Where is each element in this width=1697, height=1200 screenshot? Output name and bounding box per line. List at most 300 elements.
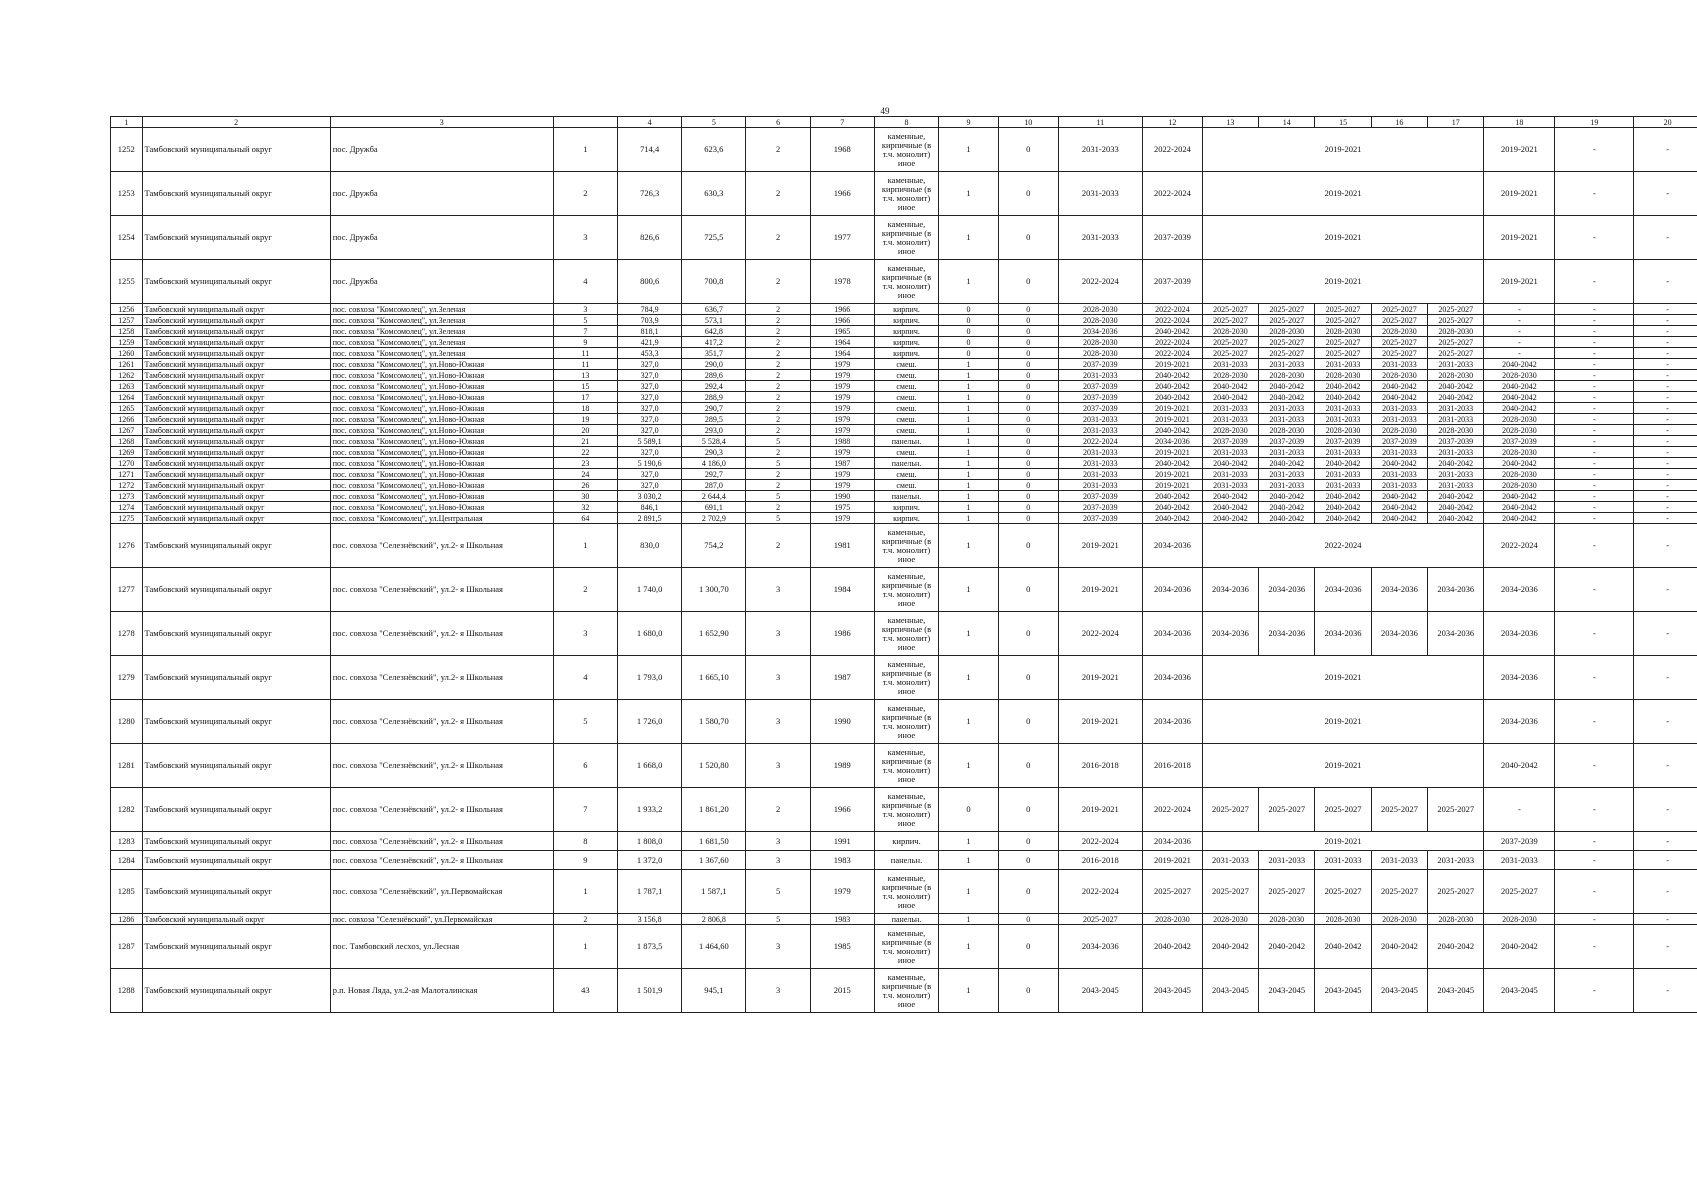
table-row: [111, 870, 1697, 914]
cell-col-9: 0: [939, 315, 999, 326]
cell-municipality: Тамбовский муниципальный округ: [142, 788, 330, 832]
cell-col-18: -: [1484, 326, 1555, 337]
cell-address: пос. совхоза "Селезнёвский", ул.2- я Школьная: [330, 612, 553, 656]
cell-col-10: 0: [998, 502, 1058, 513]
cell-col-14: 2025-2027: [1259, 337, 1315, 348]
cell-col-11: 2019-2021: [1058, 524, 1143, 568]
cell-col-20: -: [1634, 513, 1697, 524]
table-row: [111, 491, 1697, 502]
cell-total-area: 1 873,5: [618, 925, 682, 969]
cell-col-11: 2016-2018: [1058, 744, 1143, 788]
cell-col-19: -: [1555, 969, 1634, 1013]
cell-col-19: -: [1555, 348, 1634, 359]
cell-wall-material: панельн.: [874, 851, 938, 870]
cell-living-area: 700,8: [682, 260, 746, 304]
cell-municipality: Тамбовский муниципальный округ: [142, 370, 330, 381]
cell-col-12: 2034-2036: [1143, 612, 1203, 656]
cell-house-number: 30: [553, 491, 617, 502]
cell-floors: 2: [746, 128, 810, 172]
cell-col-20: -: [1634, 392, 1697, 403]
cell-merged-13-17: 2019-2021: [1202, 128, 1484, 172]
cell-living-area: 417,2: [682, 337, 746, 348]
cell-col-9: 1: [939, 480, 999, 491]
cell-col-9: 1: [939, 925, 999, 969]
cell-col-9: 1: [939, 447, 999, 458]
cell-year-built: 1965: [810, 326, 874, 337]
cell-house-number: 4: [553, 656, 617, 700]
cell-house-number: 26: [553, 480, 617, 491]
cell-col-16: 2040-2042: [1371, 392, 1427, 403]
cell-municipality: Тамбовский муниципальный округ: [142, 832, 330, 851]
cell-merged-13-17: 2019-2021: [1202, 744, 1484, 788]
cell-total-area: 784,9: [618, 304, 682, 315]
cell-col-9: 1: [939, 216, 999, 260]
cell-col-18: 2040-2042: [1484, 458, 1555, 469]
cell-col-9: 0: [939, 348, 999, 359]
cell-col-13: 2040-2042: [1202, 392, 1258, 403]
cell-col-16: 2040-2042: [1371, 502, 1427, 513]
cell-row-number: 1284: [111, 851, 143, 870]
cell-wall-material: смеш.: [874, 403, 938, 414]
cell-col-20: -: [1634, 436, 1697, 447]
cell-row-number: 1252: [111, 128, 143, 172]
cell-col-15: 2025-2027: [1315, 337, 1371, 348]
cell-living-area: 725,5: [682, 216, 746, 260]
cell-col-16: 2031-2033: [1371, 359, 1427, 370]
cell-col-10: 0: [998, 469, 1058, 480]
cell-col-19: -: [1555, 128, 1634, 172]
cell-col-13: 2031-2033: [1202, 480, 1258, 491]
cell-col-20: -: [1634, 656, 1697, 700]
column-number-header: 5: [682, 117, 746, 128]
column-number-header-row: [111, 117, 1697, 128]
cell-municipality: Тамбовский муниципальный округ: [142, 403, 330, 414]
cell-house-number: 7: [553, 326, 617, 337]
cell-col-20: -: [1634, 348, 1697, 359]
cell-row-number: 1282: [111, 788, 143, 832]
cell-col-19: -: [1555, 260, 1634, 304]
cell-col-11: 2019-2021: [1058, 656, 1143, 700]
cell-house-number: 21: [553, 436, 617, 447]
cell-municipality: Тамбовский муниципальный округ: [142, 172, 330, 216]
cell-total-area: 3 156,8: [618, 914, 682, 925]
cell-row-number: 1270: [111, 458, 143, 469]
cell-col-17: 2040-2042: [1428, 491, 1484, 502]
cell-col-18: 2037-2039: [1484, 832, 1555, 851]
cell-floors: 5: [746, 458, 810, 469]
cell-floors: 2: [746, 260, 810, 304]
cell-col-10: 0: [998, 326, 1058, 337]
cell-col-9: 1: [939, 568, 999, 612]
table-row: [111, 656, 1697, 700]
cell-total-area: 1 668,0: [618, 744, 682, 788]
cell-col-11: 2028-2030: [1058, 337, 1143, 348]
cell-col-12: 2034-2036: [1143, 436, 1203, 447]
cell-col-13: 2031-2033: [1202, 447, 1258, 458]
cell-house-number: 20: [553, 425, 617, 436]
cell-col-11: 2028-2030: [1058, 304, 1143, 315]
table-row: [111, 925, 1697, 969]
cell-col-14: 2040-2042: [1259, 491, 1315, 502]
cell-row-number: 1287: [111, 925, 143, 969]
cell-col-12: 2034-2036: [1143, 524, 1203, 568]
cell-wall-material: кирпич.: [874, 304, 938, 315]
cell-col-10: 0: [998, 370, 1058, 381]
cell-year-built: 1968: [810, 128, 874, 172]
cell-wall-material: каменные, кирпичные (в т.ч. монолит) иное: [874, 172, 938, 216]
cell-municipality: Тамбовский муниципальный округ: [142, 436, 330, 447]
cell-col-19: -: [1555, 326, 1634, 337]
cell-house-number: 22: [553, 447, 617, 458]
cell-col-9: 1: [939, 491, 999, 502]
cell-col-13: 2031-2033: [1202, 414, 1258, 425]
cell-floors: 2: [746, 502, 810, 513]
cell-living-area: 1 652,90: [682, 612, 746, 656]
cell-col-13: 2040-2042: [1202, 381, 1258, 392]
cell-col-12: 2043-2045: [1143, 969, 1203, 1013]
cell-wall-material: кирпич.: [874, 348, 938, 359]
cell-municipality: Тамбовский муниципальный округ: [142, 337, 330, 348]
table-row: [111, 969, 1697, 1013]
cell-col-12: 2019-2021: [1143, 403, 1203, 414]
cell-col-16: 2031-2033: [1371, 469, 1427, 480]
cell-col-14: 2025-2027: [1259, 348, 1315, 359]
cell-col-19: -: [1555, 851, 1634, 870]
cell-col-13: 2040-2042: [1202, 458, 1258, 469]
cell-col-9: 1: [939, 832, 999, 851]
cell-municipality: Тамбовский муниципальный округ: [142, 348, 330, 359]
cell-col-10: 0: [998, 925, 1058, 969]
cell-col-14: 2031-2033: [1259, 851, 1315, 870]
cell-address: р.п. Новая Ляда, ул.2-ая Малоталинская: [330, 969, 553, 1013]
cell-living-area: 351,7: [682, 348, 746, 359]
cell-col-20: -: [1634, 914, 1697, 925]
cell-col-10: 0: [998, 260, 1058, 304]
cell-year-built: 1966: [810, 315, 874, 326]
cell-total-area: 453,3: [618, 348, 682, 359]
cell-col-14: 2040-2042: [1259, 458, 1315, 469]
cell-col-19: -: [1555, 216, 1634, 260]
cell-col-10: 0: [998, 969, 1058, 1013]
cell-municipality: Тамбовский муниципальный округ: [142, 392, 330, 403]
cell-col-11: 2031-2033: [1058, 469, 1143, 480]
cell-wall-material: каменные, кирпичные (в т.ч. монолит) иное: [874, 568, 938, 612]
cell-year-built: 1979: [810, 513, 874, 524]
cell-col-17: 2034-2036: [1428, 612, 1484, 656]
cell-address: пос. Дружба: [330, 216, 553, 260]
column-number-header: 15: [1315, 117, 1371, 128]
cell-col-17: 2025-2027: [1428, 348, 1484, 359]
cell-col-11: 2019-2021: [1058, 700, 1143, 744]
cell-house-number: 5: [553, 700, 617, 744]
cell-col-15: 2031-2033: [1315, 480, 1371, 491]
cell-row-number: 1271: [111, 469, 143, 480]
cell-col-18: 2028-2030: [1484, 370, 1555, 381]
column-number-header: 16: [1371, 117, 1427, 128]
cell-living-area: 293,0: [682, 425, 746, 436]
cell-year-built: 1979: [810, 425, 874, 436]
cell-col-10: 0: [998, 700, 1058, 744]
cell-col-19: -: [1555, 425, 1634, 436]
cell-col-12: 2019-2021: [1143, 414, 1203, 425]
column-number-header: 2: [142, 117, 330, 128]
cell-address: пос. совхоза "Селезнёвский", ул.Первомайская: [330, 914, 553, 925]
cell-col-20: -: [1634, 260, 1697, 304]
cell-total-area: 1 372,0: [618, 851, 682, 870]
cell-col-18: -: [1484, 304, 1555, 315]
cell-living-area: 691,1: [682, 502, 746, 513]
cell-col-14: 2043-2045: [1259, 969, 1315, 1013]
cell-col-10: 0: [998, 425, 1058, 436]
cell-total-area: 703,9: [618, 315, 682, 326]
cell-col-10: 0: [998, 315, 1058, 326]
column-number-header: 7: [810, 117, 874, 128]
cell-col-19: -: [1555, 502, 1634, 513]
cell-year-built: 1979: [810, 403, 874, 414]
cell-row-number: 1281: [111, 744, 143, 788]
cell-municipality: Тамбовский муниципальный округ: [142, 359, 330, 370]
cell-col-15: 2025-2027: [1315, 870, 1371, 914]
table-row: [111, 502, 1697, 513]
cell-col-14: 2028-2030: [1259, 914, 1315, 925]
cell-floors: 3: [746, 568, 810, 612]
cell-col-17: 2031-2033: [1428, 469, 1484, 480]
cell-col-13: 2037-2039: [1202, 436, 1258, 447]
cell-row-number: 1283: [111, 832, 143, 851]
cell-living-area: 1 587,1: [682, 870, 746, 914]
cell-municipality: Тамбовский муниципальный округ: [142, 458, 330, 469]
cell-row-number: 1256: [111, 304, 143, 315]
cell-total-area: 1 787,1: [618, 870, 682, 914]
cell-col-11: 2019-2021: [1058, 568, 1143, 612]
cell-living-area: 1 300,70: [682, 568, 746, 612]
cell-row-number: 1273: [111, 491, 143, 502]
cell-year-built: 1979: [810, 392, 874, 403]
cell-col-10: 0: [998, 128, 1058, 172]
cell-col-14: 2028-2030: [1259, 370, 1315, 381]
cell-col-18: 2040-2042: [1484, 403, 1555, 414]
cell-total-area: 1 740,0: [618, 568, 682, 612]
cell-total-area: 3 030,2: [618, 491, 682, 502]
cell-col-9: 1: [939, 914, 999, 925]
cell-col-20: -: [1634, 315, 1697, 326]
cell-col-15: 2025-2027: [1315, 348, 1371, 359]
cell-floors: 3: [746, 744, 810, 788]
cell-col-12: 2040-2042: [1143, 491, 1203, 502]
cell-address: пос. совхоза "Комсомолец", ул.Ново-Южная: [330, 381, 553, 392]
cell-col-9: 1: [939, 524, 999, 568]
cell-col-20: -: [1634, 502, 1697, 513]
cell-col-19: -: [1555, 337, 1634, 348]
cell-col-19: -: [1555, 524, 1634, 568]
cell-col-19: -: [1555, 788, 1634, 832]
cell-year-built: 1989: [810, 744, 874, 788]
cell-house-number: 13: [553, 370, 617, 381]
cell-col-16: 2040-2042: [1371, 381, 1427, 392]
cell-col-12: 2040-2042: [1143, 392, 1203, 403]
cell-col-17: 2025-2027: [1428, 315, 1484, 326]
cell-col-17: 2028-2030: [1428, 326, 1484, 337]
cell-col-10: 0: [998, 381, 1058, 392]
cell-col-19: -: [1555, 447, 1634, 458]
cell-col-12: 2016-2018: [1143, 744, 1203, 788]
table-row: [111, 447, 1697, 458]
cell-col-18: 2040-2042: [1484, 502, 1555, 513]
cell-row-number: 1259: [111, 337, 143, 348]
cell-col-16: 2040-2042: [1371, 513, 1427, 524]
table-row: [111, 788, 1697, 832]
cell-col-19: -: [1555, 870, 1634, 914]
cell-col-15: 2031-2033: [1315, 851, 1371, 870]
table-row: [111, 337, 1697, 348]
cell-total-area: 714,4: [618, 128, 682, 172]
cell-col-20: -: [1634, 381, 1697, 392]
cell-address: пос. совхоза "Комсомолец", ул.Ново-Южная: [330, 480, 553, 491]
cell-col-13: 2031-2033: [1202, 403, 1258, 414]
cell-municipality: Тамбовский муниципальный округ: [142, 925, 330, 969]
cell-municipality: Тамбовский муниципальный округ: [142, 524, 330, 568]
cell-col-18: 2028-2030: [1484, 425, 1555, 436]
cell-col-19: -: [1555, 458, 1634, 469]
cell-municipality: Тамбовский муниципальный округ: [142, 969, 330, 1013]
cell-year-built: 2015: [810, 969, 874, 1013]
cell-year-built: 1977: [810, 216, 874, 260]
cell-col-12: 2037-2039: [1143, 216, 1203, 260]
cell-col-20: -: [1634, 359, 1697, 370]
cell-col-10: 0: [998, 436, 1058, 447]
cell-col-15: 2037-2039: [1315, 436, 1371, 447]
cell-wall-material: панельн.: [874, 458, 938, 469]
cell-col-11: 2037-2039: [1058, 381, 1143, 392]
cell-col-17: 2040-2042: [1428, 925, 1484, 969]
cell-col-12: 2022-2024: [1143, 348, 1203, 359]
cell-col-19: -: [1555, 315, 1634, 326]
table-row: [111, 216, 1697, 260]
column-number-header: 17: [1428, 117, 1484, 128]
cell-total-area: 1 726,0: [618, 700, 682, 744]
cell-col-20: -: [1634, 425, 1697, 436]
cell-house-number: 2: [553, 914, 617, 925]
cell-living-area: 2 702,9: [682, 513, 746, 524]
cell-col-10: 0: [998, 870, 1058, 914]
cell-col-16: 2043-2045: [1371, 969, 1427, 1013]
cell-col-14: 2031-2033: [1259, 359, 1315, 370]
column-number-header: 8: [874, 117, 938, 128]
cell-house-number: 8: [553, 832, 617, 851]
cell-address: пос. совхоза "Комсомолец", ул.Ново-Южная: [330, 502, 553, 513]
cell-col-9: 1: [939, 128, 999, 172]
cell-col-20: -: [1634, 969, 1697, 1013]
cell-col-16: 2028-2030: [1371, 370, 1427, 381]
cell-wall-material: кирпич.: [874, 513, 938, 524]
cell-living-area: 1 665,10: [682, 656, 746, 700]
cell-col-10: 0: [998, 612, 1058, 656]
cell-col-15: 2040-2042: [1315, 925, 1371, 969]
cell-living-area: 1 367,60: [682, 851, 746, 870]
cell-year-built: 1986: [810, 612, 874, 656]
cell-living-area: 623,6: [682, 128, 746, 172]
cell-col-15: 2040-2042: [1315, 458, 1371, 469]
table-row: [111, 260, 1697, 304]
cell-col-16: 2034-2036: [1371, 612, 1427, 656]
cell-col-11: 2031-2033: [1058, 370, 1143, 381]
table-row: [111, 469, 1697, 480]
cell-col-19: -: [1555, 414, 1634, 425]
cell-col-14: 2040-2042: [1259, 381, 1315, 392]
cell-wall-material: смеш.: [874, 447, 938, 458]
cell-row-number: 1263: [111, 381, 143, 392]
cell-address: пос. совхоза "Комсомолец", ул.Зеленая: [330, 304, 553, 315]
cell-address: пос. совхоза "Комсомолец", ул.Ново-Южная: [330, 392, 553, 403]
cell-col-19: -: [1555, 925, 1634, 969]
cell-col-11: 2016-2018: [1058, 851, 1143, 870]
cell-col-12: 2022-2024: [1143, 337, 1203, 348]
cell-col-11: 2022-2024: [1058, 260, 1143, 304]
cell-col-9: 1: [939, 851, 999, 870]
cell-year-built: 1966: [810, 172, 874, 216]
cell-col-10: 0: [998, 851, 1058, 870]
cell-municipality: Тамбовский муниципальный округ: [142, 513, 330, 524]
cell-floors: 2: [746, 348, 810, 359]
cell-total-area: 327,0: [618, 359, 682, 370]
cell-col-13: 2025-2027: [1202, 337, 1258, 348]
cell-col-10: 0: [998, 744, 1058, 788]
cell-living-area: 292,4: [682, 381, 746, 392]
cell-municipality: Тамбовский муниципальный округ: [142, 568, 330, 612]
cell-col-9: 1: [939, 403, 999, 414]
cell-col-11: 2028-2030: [1058, 348, 1143, 359]
cell-col-10: 0: [998, 392, 1058, 403]
cell-col-19: -: [1555, 744, 1634, 788]
cell-col-17: 2031-2033: [1428, 414, 1484, 425]
column-number-header: 11: [1058, 117, 1143, 128]
cell-year-built: 1984: [810, 568, 874, 612]
cell-col-9: 1: [939, 370, 999, 381]
cell-year-built: 1979: [810, 381, 874, 392]
cell-row-number: 1276: [111, 524, 143, 568]
cell-col-20: -: [1634, 447, 1697, 458]
cell-wall-material: каменные, кирпичные (в т.ч. монолит) иное: [874, 925, 938, 969]
cell-wall-material: кирпич.: [874, 502, 938, 513]
cell-col-13: 2025-2027: [1202, 315, 1258, 326]
cell-wall-material: смеш.: [874, 414, 938, 425]
cell-year-built: 1987: [810, 458, 874, 469]
cell-col-12: 2040-2042: [1143, 425, 1203, 436]
cell-row-number: 1277: [111, 568, 143, 612]
cell-wall-material: смеш.: [874, 381, 938, 392]
cell-col-16: 2037-2039: [1371, 436, 1427, 447]
cell-col-18: 2028-2030: [1484, 469, 1555, 480]
table-row: [111, 744, 1697, 788]
cell-address: пос. совхоза "Селезнёвский", ул.Первомайская: [330, 870, 553, 914]
cell-total-area: 327,0: [618, 469, 682, 480]
cell-living-area: 1 861,20: [682, 788, 746, 832]
cell-col-18: 2040-2042: [1484, 513, 1555, 524]
cell-col-12: 2019-2021: [1143, 359, 1203, 370]
cell-col-19: -: [1555, 469, 1634, 480]
cell-col-12: 2019-2021: [1143, 480, 1203, 491]
cell-municipality: Тамбовский муниципальный округ: [142, 414, 330, 425]
cell-row-number: 1262: [111, 370, 143, 381]
cell-wall-material: каменные, кирпичные (в т.ч. монолит) иное: [874, 788, 938, 832]
cell-col-12: 2022-2024: [1143, 315, 1203, 326]
cell-address: пос. Дружба: [330, 128, 553, 172]
cell-col-15: 2028-2030: [1315, 425, 1371, 436]
cell-house-number: 2: [553, 172, 617, 216]
cell-col-12: 2022-2024: [1143, 172, 1203, 216]
cell-floors: 2: [746, 469, 810, 480]
cell-col-18: 2040-2042: [1484, 381, 1555, 392]
